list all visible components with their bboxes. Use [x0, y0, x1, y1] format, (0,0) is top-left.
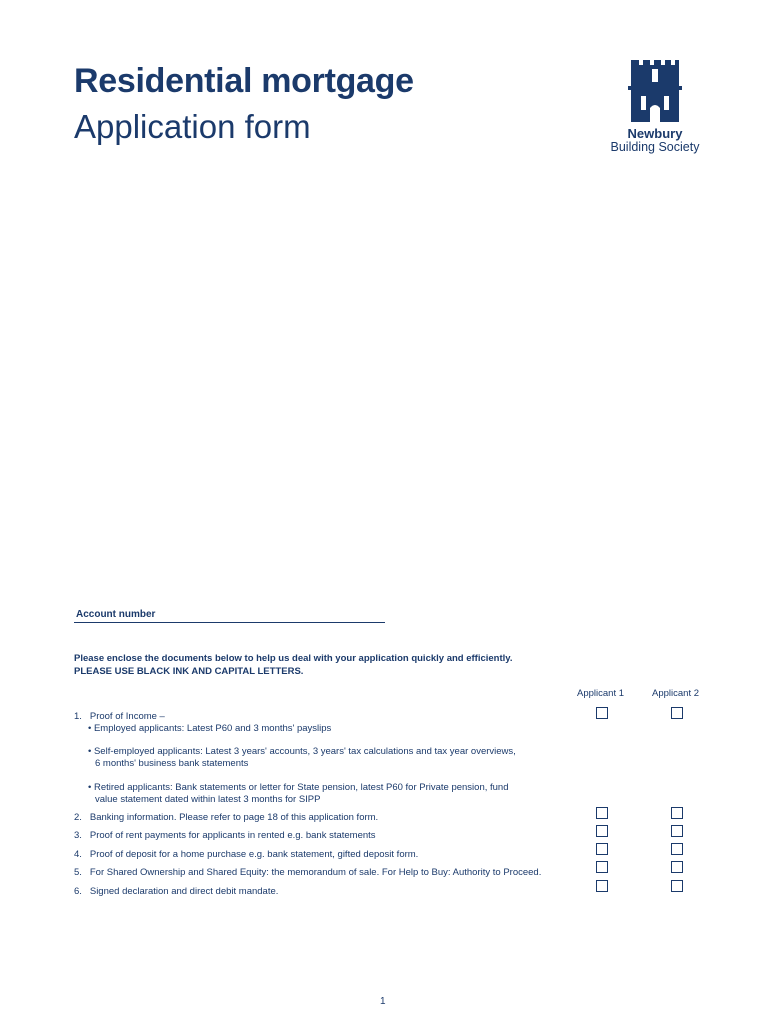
- item-signed-declaration: [74, 886, 278, 898]
- checkbox-item5-applicant1[interactable]: [596, 861, 608, 873]
- logo-name: Newbury: [627, 126, 683, 141]
- item-text: Proof of deposit for a home purchase e.g. bank statement, gifted deposit form.: [89, 849, 419, 860]
- applicant-2-header: Applicant 2: [652, 688, 700, 699]
- checkbox-item4-applicant2[interactable]: [671, 843, 683, 855]
- account-number-label: Account number: [76, 609, 156, 620]
- checkbox-item1-applicant1[interactable]: [596, 707, 608, 719]
- item-banking-information: [74, 812, 378, 824]
- bullet-self-employed: • Self-employed applicants: Latest 3 years' accounts, 3 years' tax calculations and tax year overviews,: [88, 746, 516, 757]
- checkbox-item6-applicant2[interactable]: [671, 880, 683, 892]
- checkbox-item3-applicant2[interactable]: [671, 825, 683, 837]
- item-number: 4.: [74, 849, 82, 860]
- bullet-employed: • Employed applicants: Latest P60 and 3 months' payslips: [88, 723, 332, 734]
- logo: [600, 60, 710, 160]
- page-number: 1: [380, 996, 386, 1007]
- checkbox-item3-applicant1[interactable]: [596, 825, 608, 837]
- item-proof-of-deposit: [74, 849, 418, 861]
- item-proof-of-income: [74, 711, 165, 723]
- item-text: Signed declaration and direct debit mandate.: [89, 886, 279, 897]
- item-number: 6.: [74, 886, 82, 897]
- logo-subname: Building Society: [610, 140, 700, 154]
- item-number: 3.: [74, 830, 82, 841]
- checkbox-item5-applicant2[interactable]: [671, 861, 683, 873]
- checkbox-item2-applicant2[interactable]: [671, 807, 683, 819]
- bullet-retired: • Retired applicants: Bank statements or letter for State pension, latest P60 for Private pension, fund: [88, 782, 509, 793]
- instructions: [74, 653, 634, 678]
- instructions-caps-line: PLEASE USE BLACK INK AND CAPITAL LETTERS.: [74, 665, 304, 677]
- item-shared-ownership: [74, 867, 541, 879]
- bullet-retired-cont: value statement dated within latest 3 months for SIPP: [95, 794, 321, 805]
- instructions-line: Please enclose the documents below to help us deal with your application quickly and efficiently.: [74, 653, 513, 664]
- checkbox-item6-applicant1[interactable]: [596, 880, 608, 892]
- page-title: Residential mortgage: [74, 62, 414, 100]
- checkbox-item2-applicant1[interactable]: [596, 807, 608, 819]
- checkbox-item4-applicant1[interactable]: [596, 843, 608, 855]
- item-text: Banking information. Please refer to page 18 of this application form.: [89, 812, 379, 823]
- item-text: For Shared Ownership and Shared Equity: the memorandum of sale. For Help to Buy: Authority to Proceed.: [89, 867, 542, 878]
- bullet-self-employed-cont: 6 months' business bank statements: [95, 758, 249, 769]
- castle-tower-icon: [628, 60, 682, 122]
- item-text: Proof of rent payments for applicants in rented e.g. bank statements: [89, 830, 376, 841]
- account-number-field[interactable]: [74, 622, 385, 623]
- checkbox-item1-applicant2[interactable]: [671, 707, 683, 719]
- page-subtitle: Application form: [74, 108, 311, 145]
- item-number: 5.: [74, 867, 82, 878]
- applicant-1-header: Applicant 1: [577, 688, 625, 699]
- item-proof-of-rent: [74, 830, 376, 842]
- item-number: 2.: [74, 812, 82, 823]
- item-text: Proof of Income –: [89, 711, 165, 722]
- item-number: 1.: [74, 711, 82, 722]
